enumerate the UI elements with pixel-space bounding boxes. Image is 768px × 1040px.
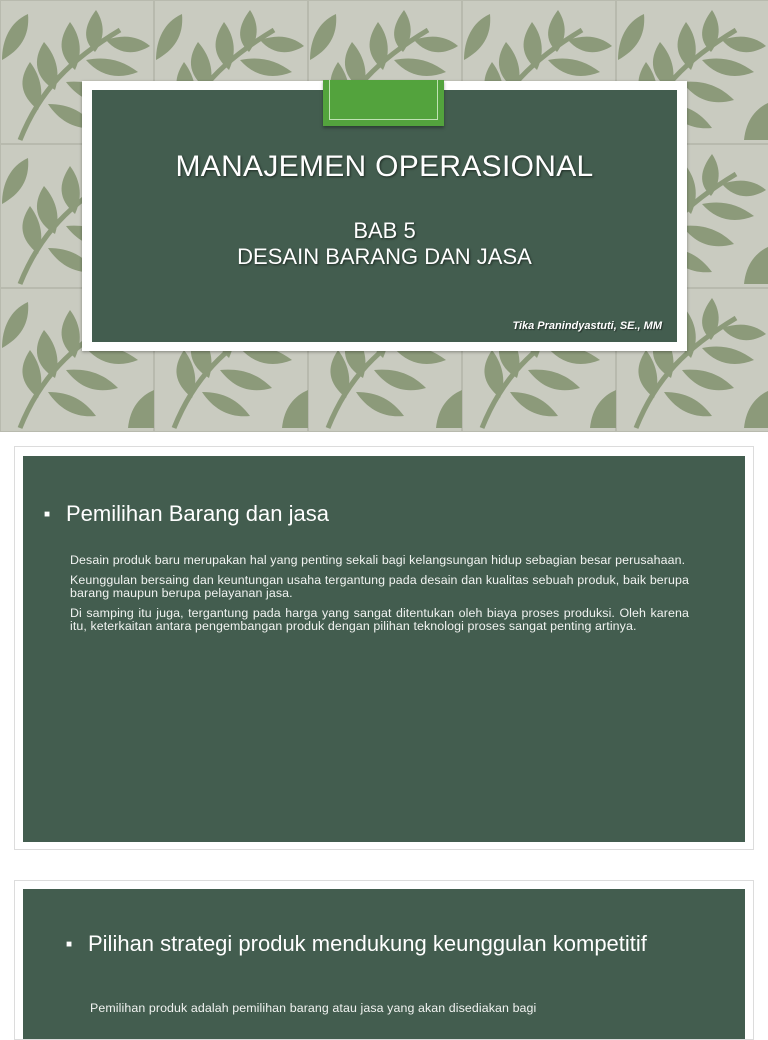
square-bullet-icon: ■	[44, 509, 51, 520]
slide-2-paragraph: Desain produk baru merupakan hal yang penting sekali bagi kelangsungan hidup sebagian besar perusahaan.	[70, 553, 686, 567]
slide-2-paragraph: Keunggulan bersaing dan keuntungan usaha tergantung pada desain dan kualitas sebuah produk, baik berupa barang maupun berupa pelayanan jasa.	[70, 572, 689, 600]
slide-3-body	[90, 1002, 722, 1022]
slide-2-paragraph: Di samping itu juga, tergantung pada harga yang sangat ditentukan oleh biaya proses produksi. Oleh karena itu, keterkaitan antara pengembangan produk dengan pilihan teknologi proses sangat penting artinya.	[70, 605, 689, 633]
chapter-number: BAB 5	[353, 218, 416, 243]
author-name: Tika Pranindyastuti, SE., MM	[512, 320, 662, 332]
chapter-title: DESAIN BARANG DAN JASA	[237, 244, 532, 269]
slide-3-heading: Pilihan strategi produk mendukung keunggulan kompetitif	[88, 931, 647, 956]
slide-title: MANAJEMEN OPERASIONAL	[175, 150, 594, 183]
square-bullet-icon: ■	[66, 939, 73, 950]
slide-3-heading-row	[66, 930, 666, 958]
slide-2-body	[70, 554, 689, 640]
slide-2-heading: Pemilihan Barang dan jasa	[66, 501, 329, 526]
slide-2-heading-row	[44, 500, 329, 528]
title-slide	[0, 0, 768, 432]
green-accent-tab	[323, 80, 444, 126]
title-panel	[92, 90, 677, 342]
slide-3-paragraph: Pemilihan produk adalah pemilihan barang atau jasa yang akan disediakan bagi	[90, 1001, 537, 1015]
